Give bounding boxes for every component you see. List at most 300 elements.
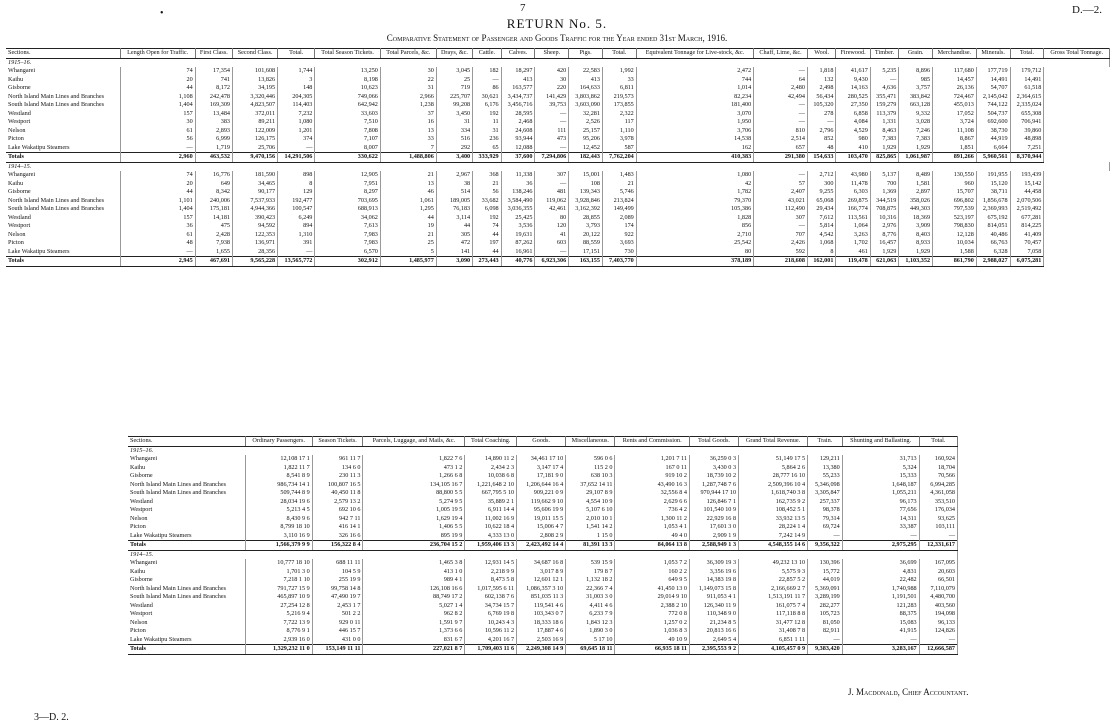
table-cell: 8,430 9 6 xyxy=(245,515,312,524)
table-cell: 43,980 xyxy=(836,171,870,180)
table-cell: 10,596 11 2 xyxy=(465,627,517,636)
table-cell: 7,383 xyxy=(870,135,899,144)
table-cell: 21 xyxy=(602,180,636,189)
table-cell: 86 xyxy=(473,84,502,93)
table-cell: — xyxy=(754,222,808,231)
table-cell: 4,831 xyxy=(842,568,919,577)
table-cell: 61,518 xyxy=(1010,84,1044,93)
table-cell: 40,450 11 8 xyxy=(312,489,363,498)
table-cell: 8 xyxy=(807,248,836,257)
column-header: Gross Total Tonnage. xyxy=(1044,49,1110,59)
table-cell: 1,744 xyxy=(278,67,315,76)
table-cell: 56 xyxy=(120,135,195,144)
table-cell: — xyxy=(754,101,808,110)
section-name: Gisborne xyxy=(128,576,245,585)
table-cell: 213,824 xyxy=(602,197,636,206)
table-row xyxy=(6,231,1110,240)
table-cell: 255 19 9 xyxy=(312,576,363,585)
table-cell: 126,108 16 6 xyxy=(363,585,465,594)
table-cell: 1,719 xyxy=(195,144,232,153)
table-cell: 7,722 13 9 xyxy=(245,619,312,628)
table-cell: 29,107 8 9 xyxy=(566,489,615,498)
totals-cell: 1,485,977 xyxy=(380,257,436,267)
table-cell: 32,281 xyxy=(569,110,603,119)
column-header: Drays, &c. xyxy=(436,49,472,59)
table-cell: 162 xyxy=(636,144,753,153)
table-cell: — xyxy=(278,248,315,257)
table-cell: 11,478 xyxy=(836,180,870,189)
table-cell: 2,428 xyxy=(195,231,232,240)
table-cell: 1,201 xyxy=(278,127,315,136)
totals-cell: 162,001 xyxy=(807,257,836,267)
table-cell: — xyxy=(808,532,843,541)
table-cell: 38 xyxy=(436,180,472,189)
table-cell: 20,603 xyxy=(919,568,957,577)
table-cell: 2,218 9 9 xyxy=(465,568,517,577)
table-cell: 1,992 xyxy=(602,67,636,76)
table-cell: 48,898 xyxy=(1010,135,1044,144)
table-cell: 2,010 10 1 xyxy=(566,515,615,524)
table-cell: 12,128 xyxy=(933,231,977,240)
table-cell: 736 4 2 xyxy=(615,506,690,515)
column-header: Total. xyxy=(602,49,636,59)
table-cell: 17,181 9 0 xyxy=(517,472,566,481)
table-cell: 4,554 10 9 xyxy=(566,498,615,507)
table-cell: 383,842 xyxy=(899,93,933,102)
table-cell: 111 xyxy=(535,127,569,136)
table-cell: — xyxy=(842,636,919,645)
table-cell: 236 xyxy=(473,135,502,144)
table-cell: 34,734 15 7 xyxy=(465,602,517,611)
table-cell: 383 xyxy=(195,118,232,127)
section-name: Whangarei xyxy=(6,67,120,76)
table-cell: 15,772 xyxy=(808,568,843,577)
table-cell: 3,909 xyxy=(899,222,933,231)
table-cell: 791,727 15 9 xyxy=(245,585,312,594)
table-cell: 94,592 xyxy=(233,222,278,231)
table-row xyxy=(6,144,1110,153)
section-year: 1914–15. xyxy=(128,550,958,559)
table-cell: 108,452 5 1 xyxy=(739,506,808,515)
table-row xyxy=(6,101,1110,110)
table-cell: — xyxy=(842,532,919,541)
section-name: Picton xyxy=(6,135,120,144)
table-cell: 7,808 xyxy=(315,127,381,136)
table-cell: 692,600 xyxy=(976,118,1010,127)
table-cell: 17,151 xyxy=(569,248,603,257)
table-cell: 2,514 xyxy=(754,135,808,144)
table-cell: 33,932 13 5 xyxy=(739,515,808,524)
table-cell: 99,758 14 8 xyxy=(312,585,363,594)
table-cell: 7,983 xyxy=(315,239,381,248)
table-cell: 3,045 xyxy=(436,67,472,76)
table-cell: 181,590 xyxy=(233,171,278,180)
table-cell: 413 xyxy=(501,76,535,85)
table-cell: 20 xyxy=(120,76,195,85)
section-name: Lake Wakatipu Steamers xyxy=(6,248,120,257)
column-header: Miscellaneous. xyxy=(566,437,615,447)
table-cell: 677,281 xyxy=(1010,214,1044,223)
totals-cell: 7,294,806 xyxy=(535,153,569,163)
table-cell: 1,036 8 3 xyxy=(615,627,690,636)
table-cell: 34,062 xyxy=(315,214,381,223)
table-cell: 922 xyxy=(602,231,636,240)
table-cell: 3,289,199 xyxy=(808,593,843,602)
table-cell: 942 7 11 xyxy=(312,515,363,524)
totals-cell: 163,155 xyxy=(569,257,603,267)
table-cell: 1,404 xyxy=(120,101,195,110)
table-cell: 130,396 xyxy=(808,559,843,568)
table-cell: 1,086,357 3 10 xyxy=(517,585,566,594)
table-cell: 344,519 xyxy=(870,197,899,206)
totals-cell: 2,988,027 xyxy=(976,257,1010,267)
table-cell: 132 xyxy=(807,76,836,85)
table-cell: 36,699 xyxy=(842,559,919,568)
table-row xyxy=(128,489,958,498)
table-cell: 18,704 xyxy=(919,464,957,473)
table-cell: 1,295 xyxy=(380,205,436,214)
table-cell: 1,950 xyxy=(636,118,753,127)
table-cell: 14,491 xyxy=(976,76,1010,85)
table-cell: 167,095 xyxy=(919,559,957,568)
table-cell: 10,623 xyxy=(315,84,381,93)
totals-cell: 378,189 xyxy=(636,257,753,267)
table-cell: 26,136 xyxy=(933,84,977,93)
table-cell: 5,746 xyxy=(602,188,636,197)
table-cell: 21 xyxy=(380,171,436,180)
table-cell: — xyxy=(535,180,569,189)
table-cell: 46 xyxy=(380,188,436,197)
table-cell: 74 xyxy=(120,67,195,76)
totals-cell: 4,105,457 0 9 xyxy=(739,645,808,655)
table-cell: 5,213 4 5 xyxy=(245,506,312,515)
table-cell: 3,070 xyxy=(636,110,753,119)
table-cell: 1,929 xyxy=(870,144,899,153)
table-cell: 3,263 xyxy=(836,231,870,240)
table-cell: 1,310 xyxy=(278,231,315,240)
table-cell: 43,021 xyxy=(754,197,808,206)
table-cell: 13,380 xyxy=(808,464,843,473)
table-cell: 5 xyxy=(380,248,436,257)
table-cell: 117 xyxy=(602,118,636,127)
table-cell: 300 xyxy=(807,180,836,189)
table-cell: 101,608 xyxy=(233,67,278,76)
table-row xyxy=(128,498,958,507)
table-cell: 28,777 16 10 xyxy=(739,472,808,481)
table-cell: 3,114 xyxy=(436,214,472,223)
table-cell: 21 xyxy=(473,180,502,189)
table-cell: 13,826 xyxy=(233,76,278,85)
table-cell: 2,468 xyxy=(501,118,535,127)
table-cell: 7,107 xyxy=(315,135,381,144)
table-cell: 2,519,492 xyxy=(1010,205,1044,214)
table-cell: 16,457 xyxy=(870,239,899,248)
signature: J. Macdonald, Chief Accountant. xyxy=(848,687,969,697)
column-header: Shunting and Ballasting. xyxy=(842,437,919,447)
table-cell: 7,951 xyxy=(315,180,381,189)
table-cell: 8,933 xyxy=(899,239,933,248)
section-name: Nelson xyxy=(6,127,120,136)
totals-cell: 291,380 xyxy=(754,153,808,163)
section-name: North Island Main Lines and Branches xyxy=(128,585,245,594)
table-cell: 21 xyxy=(380,231,436,240)
table-cell: 5,864 2 6 xyxy=(739,464,808,473)
column-header: Total. xyxy=(278,49,315,59)
table-cell: 1,629 19 4 xyxy=(363,515,465,524)
table-cell: 7 xyxy=(380,144,436,153)
table-row xyxy=(6,171,1110,180)
table-cell: 1,541 14 2 xyxy=(566,523,615,532)
table-cell: — xyxy=(535,248,569,257)
table-cell: 48 xyxy=(120,239,195,248)
column-header: Parcels, Luggage, and Mails, &c. xyxy=(363,437,465,447)
table-cell: 7,510 xyxy=(315,118,381,127)
table-cell: 592 xyxy=(754,248,808,257)
table-cell: 1,581 xyxy=(899,180,933,189)
table-cell: 2,796 xyxy=(807,127,836,136)
table-cell: 191,955 xyxy=(976,171,1010,180)
table-cell: 15,083 xyxy=(842,619,919,628)
table-cell: 25 xyxy=(436,76,472,85)
table-cell: 1,101 xyxy=(120,197,195,206)
table-row xyxy=(128,506,958,515)
table-row xyxy=(128,559,958,568)
table-row xyxy=(6,188,1110,197)
table-cell: 61 xyxy=(120,231,195,240)
table-cell: 22,482 xyxy=(842,576,919,585)
table-cell: 148 xyxy=(278,84,315,93)
table-cell: 22 xyxy=(380,76,436,85)
totals-cell: 467,691 xyxy=(195,257,232,267)
table-cell: — xyxy=(754,118,808,127)
table-cell: 5,575 9 3 xyxy=(739,568,808,577)
table-cell: 772 0 8 xyxy=(615,610,690,619)
column-header: Total. xyxy=(1010,49,1044,59)
table-cell: 3,430 0 3 xyxy=(689,464,738,473)
totals-cell: 463,532 xyxy=(195,153,232,163)
table-cell: 8,007 xyxy=(315,144,381,153)
column-header: Calves. xyxy=(501,49,535,59)
table-cell: 31,408 7 8 xyxy=(739,627,808,636)
table-cell: 70,566 xyxy=(919,472,957,481)
table-cell: 38,730 xyxy=(976,127,1010,136)
table-cell: 8,867 xyxy=(933,135,977,144)
table-cell: 37 xyxy=(380,110,436,119)
table-cell: 649 9 5 xyxy=(615,576,690,585)
page-number: 7 xyxy=(520,2,526,14)
table-cell: 117,680 xyxy=(933,67,977,76)
table-cell: 2,166,669 2 7 xyxy=(739,585,808,594)
table-cell: 6,328 xyxy=(976,248,1010,257)
table-cell: 38,711 xyxy=(976,188,1010,197)
totals-cell: 7,403,770 xyxy=(602,257,636,267)
table-cell: 1 15 0 xyxy=(566,532,615,541)
table-cell: 353,510 xyxy=(919,498,957,507)
table-cell: 164,633 xyxy=(569,84,603,93)
section-year-row xyxy=(128,446,958,455)
table-cell: 47,490 19 7 xyxy=(312,593,363,602)
table-cell: 31 xyxy=(436,118,472,127)
table-cell: 1,300 11 2 xyxy=(615,515,690,524)
table-cell: 5,216 9 4 xyxy=(245,610,312,619)
table-row xyxy=(6,222,1110,231)
totals-label: Totals xyxy=(6,153,120,163)
section-name: Lake Wakatipu Steamers xyxy=(128,532,245,541)
table-cell: 390,423 xyxy=(233,214,278,223)
column-header: Second Class. xyxy=(233,49,278,59)
table-cell: 122,353 xyxy=(233,231,278,240)
table-cell: 9,430 xyxy=(836,76,870,85)
table-cell: 56 xyxy=(473,188,502,197)
table-cell: 1,929 xyxy=(870,248,899,257)
table-cell: 175,181 xyxy=(195,205,232,214)
table-cell: 41,915 xyxy=(842,627,919,636)
section-name: Kaihu xyxy=(128,464,245,473)
table-cell: 2,893 xyxy=(195,127,232,136)
table-cell: — xyxy=(120,144,195,153)
table-cell: 1,201 7 11 xyxy=(615,455,690,464)
table-cell: 6,811 xyxy=(602,84,636,93)
table-cell: 2,909 1 9 xyxy=(689,532,738,541)
table-cell: 461 xyxy=(836,248,870,257)
table-cell: 179,712 xyxy=(1010,67,1044,76)
table-cell: 51,149 17 5 xyxy=(739,455,808,464)
table-cell: 34,195 xyxy=(233,84,278,93)
section-name: Nelson xyxy=(128,515,245,524)
table-cell: 413 xyxy=(569,76,603,85)
column-header: Merchandise. xyxy=(933,49,977,59)
table-cell: 8,172 xyxy=(195,84,232,93)
table-cell: 56,434 xyxy=(807,93,836,102)
table-cell: 10,622 18 4 xyxy=(465,523,517,532)
table-cell: 34,687 16 8 xyxy=(517,559,566,568)
table-cell: 894 xyxy=(278,222,315,231)
table-cell: 113,379 xyxy=(870,110,899,119)
table-cell: 44,019 xyxy=(808,576,843,585)
table-cell: 2,503 16 9 xyxy=(517,636,566,645)
table-cell: 724,467 xyxy=(933,93,977,102)
table-cell: 119,662 9 10 xyxy=(517,498,566,507)
table-cell: 30,621 xyxy=(473,93,502,102)
table-cell: 2,808 2 9 xyxy=(517,532,566,541)
totals-cell: 330,622 xyxy=(315,153,381,163)
table-cell: 119,541 4 6 xyxy=(517,602,566,611)
table-cell: 13,250 xyxy=(315,67,381,76)
table-cell: 962 8 2 xyxy=(363,610,465,619)
table-cell: 5,027 1 4 xyxy=(363,602,465,611)
table-cell: 667,795 5 10 xyxy=(465,489,517,498)
table-cell: 700 xyxy=(870,180,899,189)
table-cell: 989 4 1 xyxy=(363,576,465,585)
table-cell: 3 xyxy=(278,76,315,85)
totals-cell: 825,865 xyxy=(870,153,899,163)
table-cell: 29,014 9 10 xyxy=(615,593,690,602)
table-cell: 13 xyxy=(380,180,436,189)
table-cell: 61 xyxy=(120,127,195,136)
table-cell: 22,929 16 8 xyxy=(689,515,738,524)
column-header: Wool. xyxy=(807,49,836,59)
table-cell: 1,331 xyxy=(870,118,899,127)
totals-cell: 9,565,228 xyxy=(233,257,278,267)
table-cell: 898 xyxy=(278,171,315,180)
table-cell: 41,450 13 0 xyxy=(615,585,690,594)
table-cell: 22,366 7 4 xyxy=(566,585,615,594)
table-cell: 4,636 xyxy=(870,84,899,93)
table-cell: 9,255 xyxy=(807,188,836,197)
table-cell: 372,011 xyxy=(233,110,278,119)
table-cell: 14,163 xyxy=(836,84,870,93)
table-cell: 157 xyxy=(120,214,195,223)
table-row xyxy=(128,602,958,611)
table-cell: 28,855 xyxy=(569,214,603,223)
table-cell: 82,911 xyxy=(808,627,843,636)
table-cell: 2,388 2 10 xyxy=(615,602,690,611)
table-cell: 2,939 16 0 xyxy=(245,636,312,645)
column-header: Sheep. xyxy=(535,49,569,59)
table-cell: 8,541 8 9 xyxy=(245,472,312,481)
table-cell: 708,875 xyxy=(870,205,899,214)
table-cell: 403,560 xyxy=(919,602,957,611)
section-name: Kaihu xyxy=(6,76,120,85)
table-cell: 44 xyxy=(473,248,502,257)
table-cell: 225,707 xyxy=(436,93,472,102)
table-cell: 446 15 7 xyxy=(312,627,363,636)
table-cell: 7,218 1 10 xyxy=(245,576,312,585)
table-cell: 3,305,847 xyxy=(808,489,843,498)
table-cell: 8,403 xyxy=(899,231,933,240)
table-cell: 3,584,490 xyxy=(501,197,535,206)
table-cell: 1,655 xyxy=(195,248,232,257)
totals-row xyxy=(6,153,1110,163)
table-cell: 15,707 xyxy=(933,188,977,197)
table-cell: 6,233 7 9 xyxy=(566,610,615,619)
table-cell: 852 xyxy=(807,135,836,144)
table-cell: 3,162,392 xyxy=(569,205,603,214)
table-cell: 80 xyxy=(535,214,569,223)
column-header: Total Parcels, &c. xyxy=(380,49,436,59)
table-cell: 473 xyxy=(535,135,569,144)
table-cell: — xyxy=(473,76,502,85)
table-cell: 5,107 6 10 xyxy=(566,506,615,515)
table-cell: 48 xyxy=(807,144,836,153)
table-cell: 12,601 12 1 xyxy=(517,576,566,585)
totals-cell: 12,666,587 xyxy=(919,645,957,655)
table-cell: 2,453 1 7 xyxy=(312,602,363,611)
table-row xyxy=(6,110,1110,119)
table-cell: 36,259 0 3 xyxy=(689,455,738,464)
table-cell: 4,542 xyxy=(807,231,836,240)
section-name: South Island Main Lines and Branches xyxy=(128,593,245,602)
table-cell: 307 xyxy=(754,214,808,223)
table-cell: 14,181 xyxy=(195,214,232,223)
table-cell: 856 xyxy=(636,222,753,231)
table-cell: 368 xyxy=(473,171,502,180)
table-cell: 472 xyxy=(436,239,472,248)
table-cell: 851,035 11 3 xyxy=(517,593,566,602)
table-row xyxy=(6,214,1110,223)
table-cell: 3,724 xyxy=(933,118,977,127)
totals-cell: 3,090 xyxy=(436,257,472,267)
table-cell: 706,941 xyxy=(1010,118,1044,127)
table-cell: 42,494 xyxy=(754,93,808,102)
table-cell: 2,710 xyxy=(636,231,753,240)
section-name: Lake Wakatipu Steamers xyxy=(128,636,245,645)
table-cell: 5,369,091 xyxy=(808,585,843,594)
table-cell: 358,026 xyxy=(899,197,933,206)
table-cell: 798,830 xyxy=(933,222,977,231)
totals-cell: 156,322 8 4 xyxy=(312,541,363,551)
section-name: Whangarei xyxy=(128,559,245,568)
